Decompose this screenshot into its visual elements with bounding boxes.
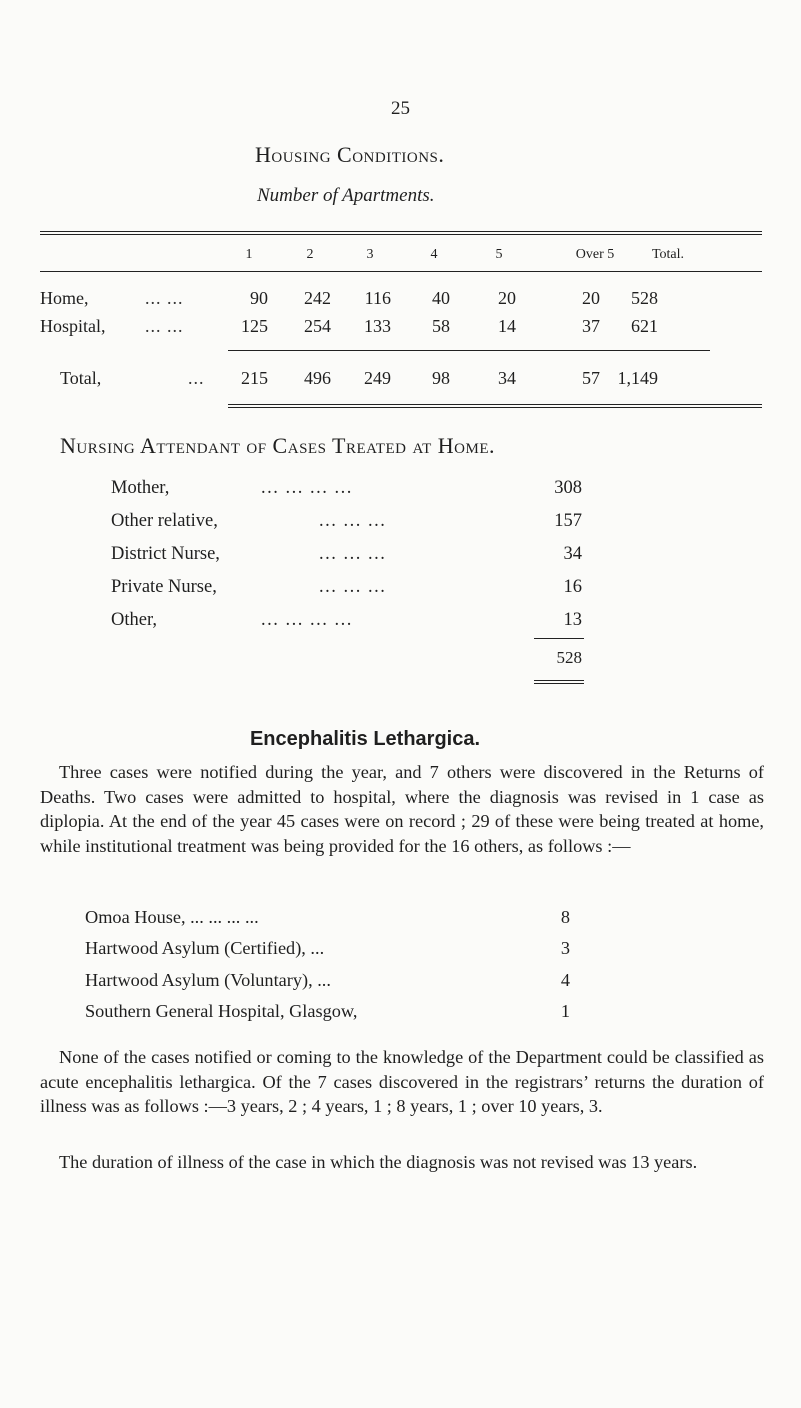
institution-value: 4 — [560, 970, 570, 990]
nursing-item-label: District Nurse, ... ... ... — [111, 544, 387, 564]
total-col-2: 496 — [304, 368, 331, 388]
home-col-5: 20 — [498, 288, 516, 308]
header-col-1: 1 — [245, 247, 253, 262]
home-col-1: 90 — [250, 288, 268, 308]
total-col-5: 34 — [498, 368, 516, 388]
nursing-item-value: 34 — [563, 544, 582, 564]
nursing-item-value: 157 — [554, 511, 582, 531]
header-rule — [40, 271, 762, 272]
nursing-item-value: 13 — [563, 610, 582, 630]
header-col-3: 3 — [366, 247, 374, 262]
hospital-col-1: 125 — [241, 316, 268, 336]
hospital-col-3: 133 — [364, 316, 391, 336]
hospital-col-total: 621 — [631, 316, 658, 336]
institution-value: 8 — [560, 907, 570, 927]
hospital-col-5: 14 — [498, 316, 516, 336]
institution-label: Southern General Hospital, Glasgow, — [85, 1001, 358, 1021]
institution-label: Hartwood Asylum (Voluntary), ... — [85, 970, 331, 990]
home-col-3: 116 — [364, 288, 391, 308]
table-bottom-rule-2 — [228, 407, 762, 408]
header-col-2: 2 — [306, 247, 314, 262]
nursing-item-label: Private Nurse, ... ... ... — [111, 577, 387, 597]
table-top-rule-1 — [40, 231, 762, 232]
nursing-sum-rule — [534, 638, 584, 639]
institution-value: 3 — [560, 938, 570, 958]
nursing-item-label: Other, ... ... ... ... — [111, 610, 353, 630]
nursing-title: Nursing Attendant of Cases Treated at Home. — [60, 433, 495, 458]
housing-subtitle: Number of Apartments. — [257, 185, 435, 206]
nursing-item-label: Other relative, ... ... ... — [111, 511, 387, 531]
subtotal-rule — [228, 350, 710, 351]
header-col-total: Total. — [651, 247, 685, 262]
nursing-total-rule-1 — [534, 680, 584, 681]
nursing-total-rule-2 — [534, 683, 584, 684]
encephalitis-paragraph-2: None of the cases notified or coming to the knowledge of the Department could be classified as acute encephalitis lethargica. Of the 7 cases discovered in the registrars’ returns the duration of illness was as follows :—3 years, 2 ; 4 years, 1 ; 8 years, 1 ; over 10 years, 3. — [40, 1047, 764, 1116]
nursing-item-label: Mother, ... ... ... ... — [111, 478, 353, 498]
row-label-total: Total, ... — [60, 368, 205, 388]
table-bottom-rule-1 — [228, 404, 762, 405]
header-col-4: 4 — [430, 247, 438, 262]
total-col-3: 249 — [364, 368, 391, 388]
nursing-item-value: 16 — [563, 577, 582, 597]
home-col-2: 242 — [304, 288, 331, 308]
encephalitis-paragraph-1: Three cases were notified during the year, and 7 others were discovered in the Returns of Deaths. Two cases were admitted to hospital, where the diagnosis was revised in 1 case as diplopia. At the end of the year 45 cases were on record ; 29 of these were being treated at home, while institutional treatment was being provided for the 16 others, as follows :— — [40, 762, 764, 856]
table-top-rule-2 — [40, 234, 762, 235]
total-col-total: 1,149 — [617, 368, 658, 388]
total-col-over5: 57 — [582, 368, 600, 388]
institution-label: Omoa House, ... ... ... ... — [85, 907, 259, 927]
nursing-item-value: 308 — [554, 478, 582, 498]
row-label-home: Home, ... ... — [40, 288, 184, 308]
total-col-4: 98 — [432, 368, 450, 388]
row-label-hospital: Hospital, ... ... — [40, 316, 184, 336]
home-col-4: 40 — [432, 288, 450, 308]
institution-value: 1 — [560, 1001, 570, 1021]
home-col-total: 528 — [631, 288, 658, 308]
hospital-col-4: 58 — [432, 316, 450, 336]
page-number: 25 — [391, 98, 410, 119]
home-col-over5: 20 — [582, 288, 600, 308]
hospital-col-2: 254 — [304, 316, 331, 336]
header-col-5: 5 — [495, 247, 503, 262]
total-col-1: 215 — [241, 368, 268, 388]
institution-label: Hartwood Asylum (Certified), ... — [85, 938, 325, 958]
encephalitis-paragraph-3: The duration of illness of the case in which the diagnosis was not revised was 13 years. — [59, 1152, 698, 1172]
hospital-col-over5: 37 — [582, 316, 600, 336]
encephalitis-title: Encephalitis Lethargica. — [249, 728, 481, 750]
housing-title: Housing Conditions. — [255, 142, 445, 167]
nursing-total: 528 — [556, 648, 582, 667]
header-col-over5: Over 5 — [575, 247, 615, 262]
